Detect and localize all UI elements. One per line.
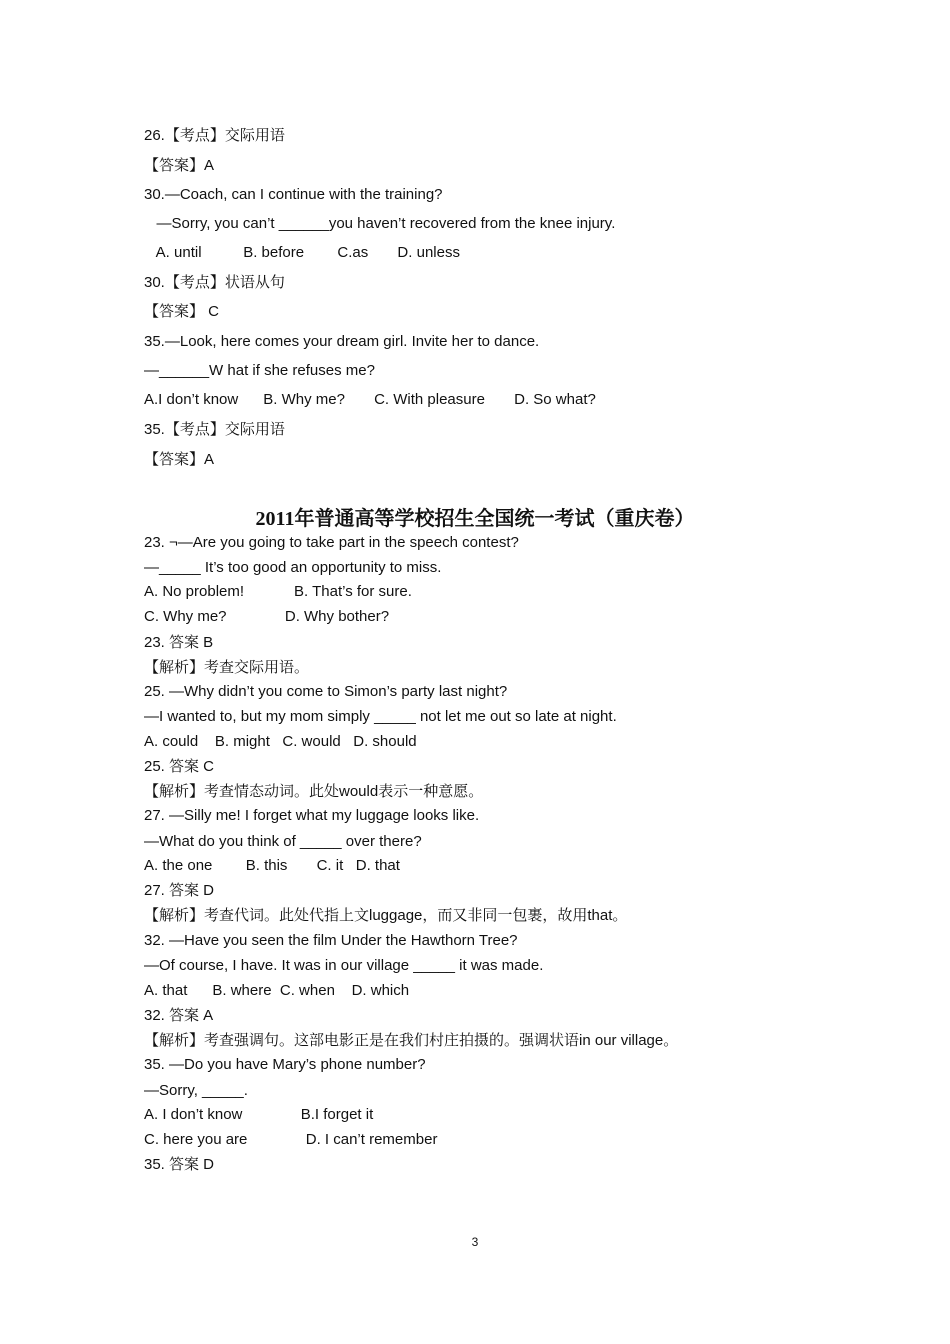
- text-line: 【答案】A: [144, 157, 215, 174]
- text-line: —Sorry, _____.: [144, 1082, 248, 1099]
- text-line: C. Why me? D. Why bother?: [144, 608, 390, 625]
- text-line: 30.—Coach, can I continue with the training?: [144, 186, 443, 203]
- text-line: 【解析】考查代词。此处代指上文luggage，而又非同一包裹，故用that。: [144, 907, 628, 924]
- text-line: 【解析】考查情态动词。此处would表示一种意愿。: [144, 783, 484, 800]
- text-line: 35. 答案 D: [144, 1156, 215, 1173]
- text-line: —I wanted to, but my mom simply _____ not let me out so late at night.: [144, 708, 617, 725]
- text-line: 30.【考点】状语从句: [144, 274, 285, 291]
- text-line: —_____ It’s too good an opportunity to miss.: [144, 559, 442, 576]
- text-line: —Sorry, you can’t ______you haven’t recovered from the knee injury.: [144, 215, 616, 232]
- page-number: 3: [471, 1235, 479, 1249]
- text-line: 27. 答案 D: [144, 882, 215, 899]
- text-line: C. here you are D. I can’t remember: [144, 1131, 438, 1148]
- text-line: A. that B. where C. when D. which: [144, 982, 410, 999]
- text-line: 25. 答案 C: [144, 758, 215, 775]
- text-line: A. until B. before C.as D. unless: [144, 244, 460, 261]
- text-line: 26.【考点】交际用语: [144, 127, 285, 144]
- text-line: 【答案】A: [144, 451, 215, 468]
- text-line: 【解析】考查交际用语。: [144, 659, 310, 676]
- text-line: A. the one B. this C. it D. that: [144, 857, 400, 874]
- text-line: —What do you think of _____ over there?: [144, 833, 422, 850]
- text-line: 25. —Why didn’t you come to Simon’s party last night?: [144, 683, 508, 700]
- text-line: 35.—Look, here comes your dream girl. Invite her to dance.: [144, 333, 540, 350]
- section-heading: 2011年普通高等学校招生全国统一考试（重庆卷）: [255, 508, 695, 530]
- text-line: A. I don’t know B.I forget it: [144, 1106, 374, 1123]
- text-line: 23. ¬—Are you going to take part in the speech contest?: [144, 534, 519, 551]
- text-line: —______W hat if she refuses me?: [144, 362, 375, 379]
- text-line: 23. 答案 B: [144, 634, 214, 651]
- text-line: 27. —Silly me! I forget what my luggage looks like.: [144, 807, 480, 824]
- text-line: —Of course, I have. It was in our village _____ it was made.: [144, 957, 544, 974]
- text-line: A. No problem! B. That’s for sure.: [144, 583, 412, 600]
- text-line: 35.【考点】交际用语: [144, 421, 285, 438]
- text-line: 【答案】 C: [144, 303, 220, 320]
- text-line: 35. —Do you have Mary’s phone number?: [144, 1056, 426, 1073]
- text-line: 【解析】考查强调句。这部电影正是在我们村庄拍摄的。强调状语in our village。: [144, 1032, 679, 1049]
- text-line: A. could B. might C. would D. should: [144, 733, 417, 750]
- text-line: 32. —Have you seen the film Under the Hawthorn Tree?: [144, 932, 518, 949]
- text-line: A.I don’t know B. Why me? C. With pleasure D. So what?: [144, 391, 596, 408]
- text-line: 32. 答案 A: [144, 1007, 214, 1024]
